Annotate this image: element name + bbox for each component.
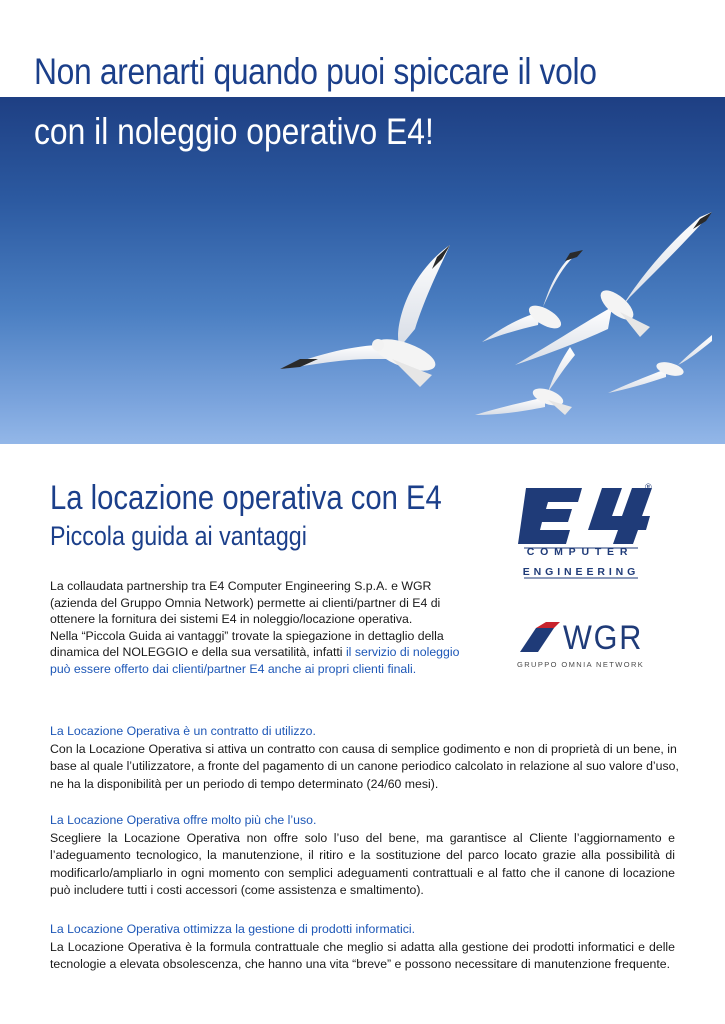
info-block-3 [50,921,675,974]
seagull-1 [280,245,450,387]
block-heading: La Locazione Operativa ottimizza la gestione di prodotti informatici. [50,922,415,936]
registered-mark: ® [645,482,652,492]
block-line: ne ha la disponibilità per un periodo di tempo determinato (24/60 mesi). [50,776,439,791]
block-line: può includere tutti i costi accessori (come assistenza e smaltimento). [50,883,424,898]
block-heading: La Locazione Operativa offre molto più che l’uso. [50,813,317,827]
block-line: modificarlo/ampliarlo in ogni momento con semplici adeguamenti contrattuali e al fatto che il canone di locazione [50,865,675,880]
seagull-3 [515,212,712,365]
section-title: La locazione operativa con E4 [50,479,442,517]
intro-paragraph [50,578,500,678]
info-block-1 [50,723,679,793]
headline-line-1: Non arenarti quando puoi spiccare il volo [34,51,597,92]
seagull-4 [475,347,575,415]
info-block-2 [50,812,675,900]
block-heading: La Locazione Operativa è un contratto di utilizzo. [50,724,316,738]
block-line: Con la Locazione Operativa si attiva un contratto con causa di semplice godimento e non di proprietà di un bene, in [50,741,677,756]
intro-highlight: il servizio di noleggio [345,645,460,660]
hero-image [0,97,725,444]
wgr-tagline: GRUPPO OMNIA NETWORK [517,660,645,669]
seagull-2 [482,250,583,342]
intro-line [50,644,500,661]
block-line: l’adeguamento tecnologico, la manutenzione, il ritiro e la sostituzione del parco locato grazie alla possibilità di [50,848,675,863]
block-line: Scegliere la Locazione Operativa non offre solo l’uso del bene, ma garantisce al Cliente l’aggiornamento e [50,830,675,845]
block-line: base al quale l’utilizzatore, a fronte del pagamento di un canone periodico calcolato in relazione al suo valore d’uso, [50,759,679,774]
intro-line: ottenere la fornitura dei sistemi E4 in noleggio/locazione operativa. [50,612,413,627]
headline-line-2: con il noleggio operativo E4! [34,111,434,152]
wgr-wordmark: WGR [563,619,644,657]
intro-text: dinamica del NOLEGGIO e della sua versatilità, infatti [50,645,346,660]
block-line: La Locazione Operativa è la formula contrattuale che meglio si adatta alla gestione dei prodotti informatici e delle [50,939,675,954]
intro-highlight: può essere offerto dai clienti/partner E4 anche ai propri clienti finali. [50,661,417,676]
e4-logo-line-1: COMPUTER [526,546,634,558]
e4-logo-line-2: ENGINEERING [522,566,640,578]
seagull-5 [608,335,712,393]
block-line: tecnologie a elevata obsolescenza, che hanno una vita “breve” e possono necessitare di manutenzione frequente. [50,957,671,972]
intro-line: (azienda del Gruppo Omnia Network) permette ai clienti/partner di E4 di [50,595,441,610]
intro-line: La collaudata partnership tra E4 Computer Engineering S.p.A. e WGR [50,579,432,593]
section-subtitle: Piccola guida ai vantaggi [50,521,307,551]
intro-line: Nella “Piccola Guida ai vantaggi” trovate la spiegazione in dettaglio della [50,628,444,643]
